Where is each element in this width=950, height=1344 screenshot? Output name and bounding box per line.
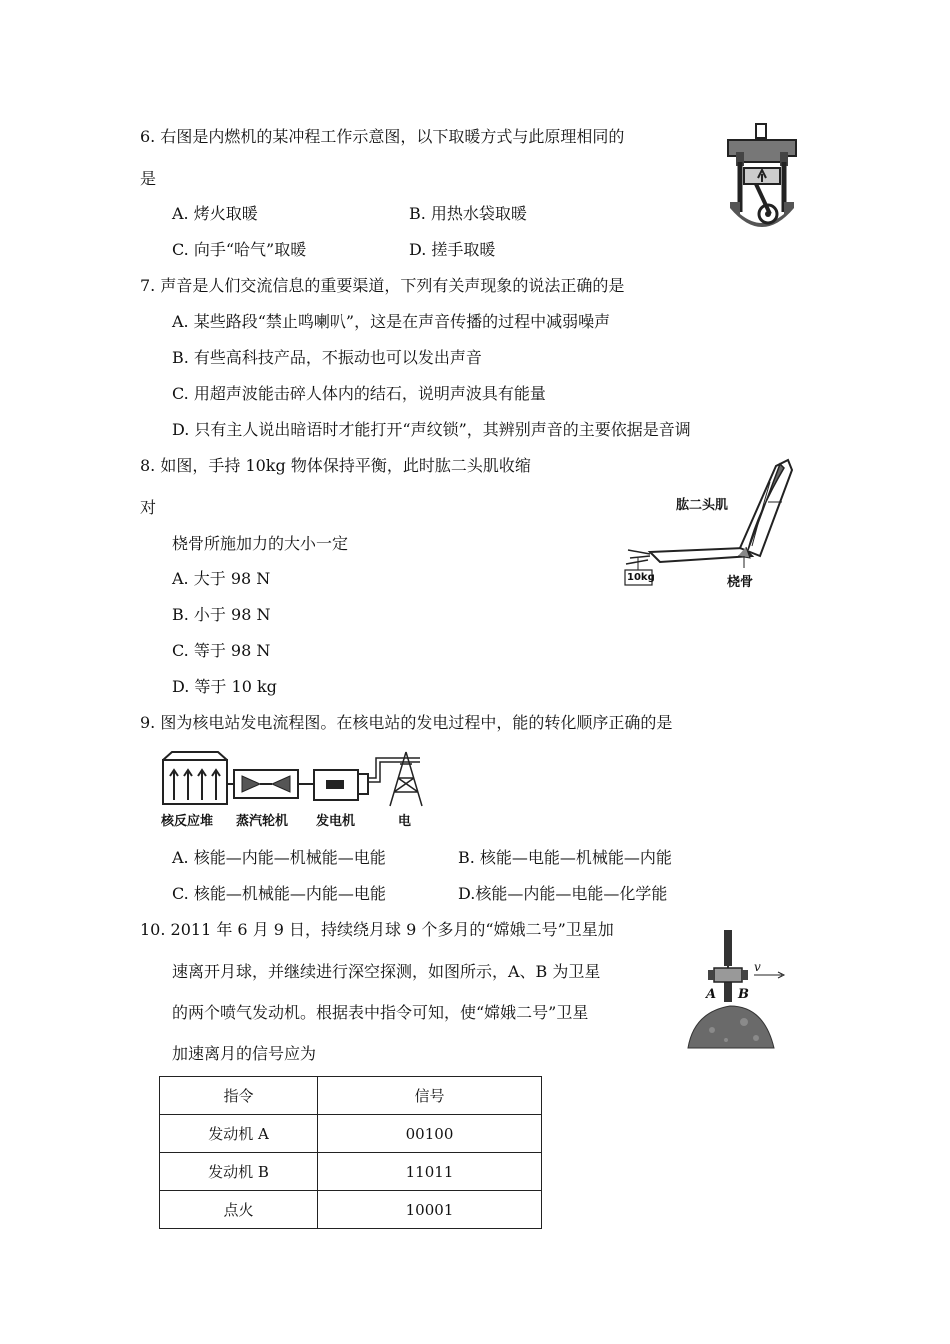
signal-table — [159, 1076, 542, 1229]
reactor-label: 核反应堆 — [161, 814, 214, 829]
power-plant-flow-figure — [160, 750, 430, 808]
engine-a-label: A — [706, 987, 717, 1002]
electricity-label: 电 — [398, 814, 412, 829]
q10-stem-line3: 的两个喷气发动机。根据表中指令可知，使“嫦娥二号”卫星 — [172, 1003, 589, 1022]
engine-b-label: B — [738, 987, 749, 1002]
table-row — [160, 1191, 542, 1229]
table-cell: 发动机 B — [160, 1153, 318, 1191]
q6-stem-line1: 6. 右图是内燃机的某冲程工作示意图，以下取暖方式与此原理相同的 — [140, 127, 625, 146]
q10-stem-line4: 加速离月的信号应为 — [172, 1044, 317, 1063]
q7-stem: 7. 声音是人们交流信息的重要渠道，下列有关声现象的说法正确的是 — [140, 276, 625, 295]
q10-stem-line1: 10. 2011 年 6 月 9 日，持续绕月球 9 个多月的“嫦娥二号”卫星加 — [140, 920, 614, 939]
q6-option-a: A. 烤火取暖 — [172, 204, 258, 223]
engine-stroke-figure — [722, 122, 802, 240]
q7-option-c: C. 用超声波能击碎人体内的结石，说明声波具有能量 — [172, 384, 546, 403]
arm-figure — [620, 452, 800, 592]
q7-option-a: A. 某些路段“禁止鸣喇叭”，这是在声音传播的过程中减弱噪声 — [172, 312, 611, 331]
q6-option-d: D. 搓手取暖 — [409, 240, 496, 259]
table-cell: 点火 — [160, 1191, 318, 1229]
q9-option-c: C. 核能—机械能—内能—电能 — [172, 884, 386, 903]
table-cell: 00100 — [318, 1115, 542, 1153]
bone-label: 桡骨 — [727, 575, 754, 590]
generator-label: 发电机 — [316, 814, 356, 829]
q8-option-a: A. 大于 98 N — [172, 569, 271, 588]
q9-option-b: B. 核能—电能—机械能—内能 — [458, 848, 672, 867]
q7-option-d: D. 只有主人说出暗语时才能打开“声纹锁”，其辨别声音的主要依据是音调 — [172, 420, 691, 439]
q8-stem-line3: 桡骨所施加力的大小一定 — [172, 534, 349, 553]
q8-stem-line1: 8. 如图，手持 10kg 物体保持平衡，此时肱二头肌收缩 — [140, 456, 531, 475]
table-row — [160, 1153, 542, 1191]
velocity-label: v — [754, 960, 761, 974]
table-header-cell: 信号 — [318, 1077, 542, 1115]
q8-option-c: C. 等于 98 N — [172, 641, 271, 660]
q6-stem-line2: 是 — [140, 169, 157, 188]
table-cell: 发动机 A — [160, 1115, 318, 1153]
turbine-label: 蒸汽轮机 — [236, 814, 289, 829]
q9-option-d: D.核能—内能—电能—化学能 — [458, 884, 668, 903]
q9-option-a: A. 核能—内能—机械能—电能 — [172, 848, 386, 867]
satellite-figure — [688, 920, 788, 1048]
q8-option-d: D. 等于 10 kg — [172, 677, 277, 696]
weight-label: 10kg — [627, 572, 655, 583]
table-cell: 10001 — [318, 1191, 542, 1229]
q9-stem: 9. 图为核电站发电流程图。在核电站的发电过程中，能的转化顺序正确的是 — [140, 713, 673, 732]
q6-option-b: B. 用热水袋取暖 — [409, 204, 527, 223]
table-header-cell: 指令 — [160, 1077, 318, 1115]
q10-stem-line2: 速离开月球，并继续进行深空探测，如图所示，A、B 为卫星 — [172, 962, 601, 981]
table-cell: 11011 — [318, 1153, 542, 1191]
q7-option-b: B. 有些高科技产品，不振动也可以发出声音 — [172, 348, 482, 367]
q8-stem-line2: 对 — [140, 498, 157, 517]
table-header-row — [160, 1077, 542, 1115]
table-row — [160, 1115, 542, 1153]
muscle-label: 肱二头肌 — [676, 498, 729, 513]
q6-option-c: C. 向手“哈气”取暖 — [172, 240, 307, 259]
q8-option-b: B. 小于 98 N — [172, 605, 271, 624]
